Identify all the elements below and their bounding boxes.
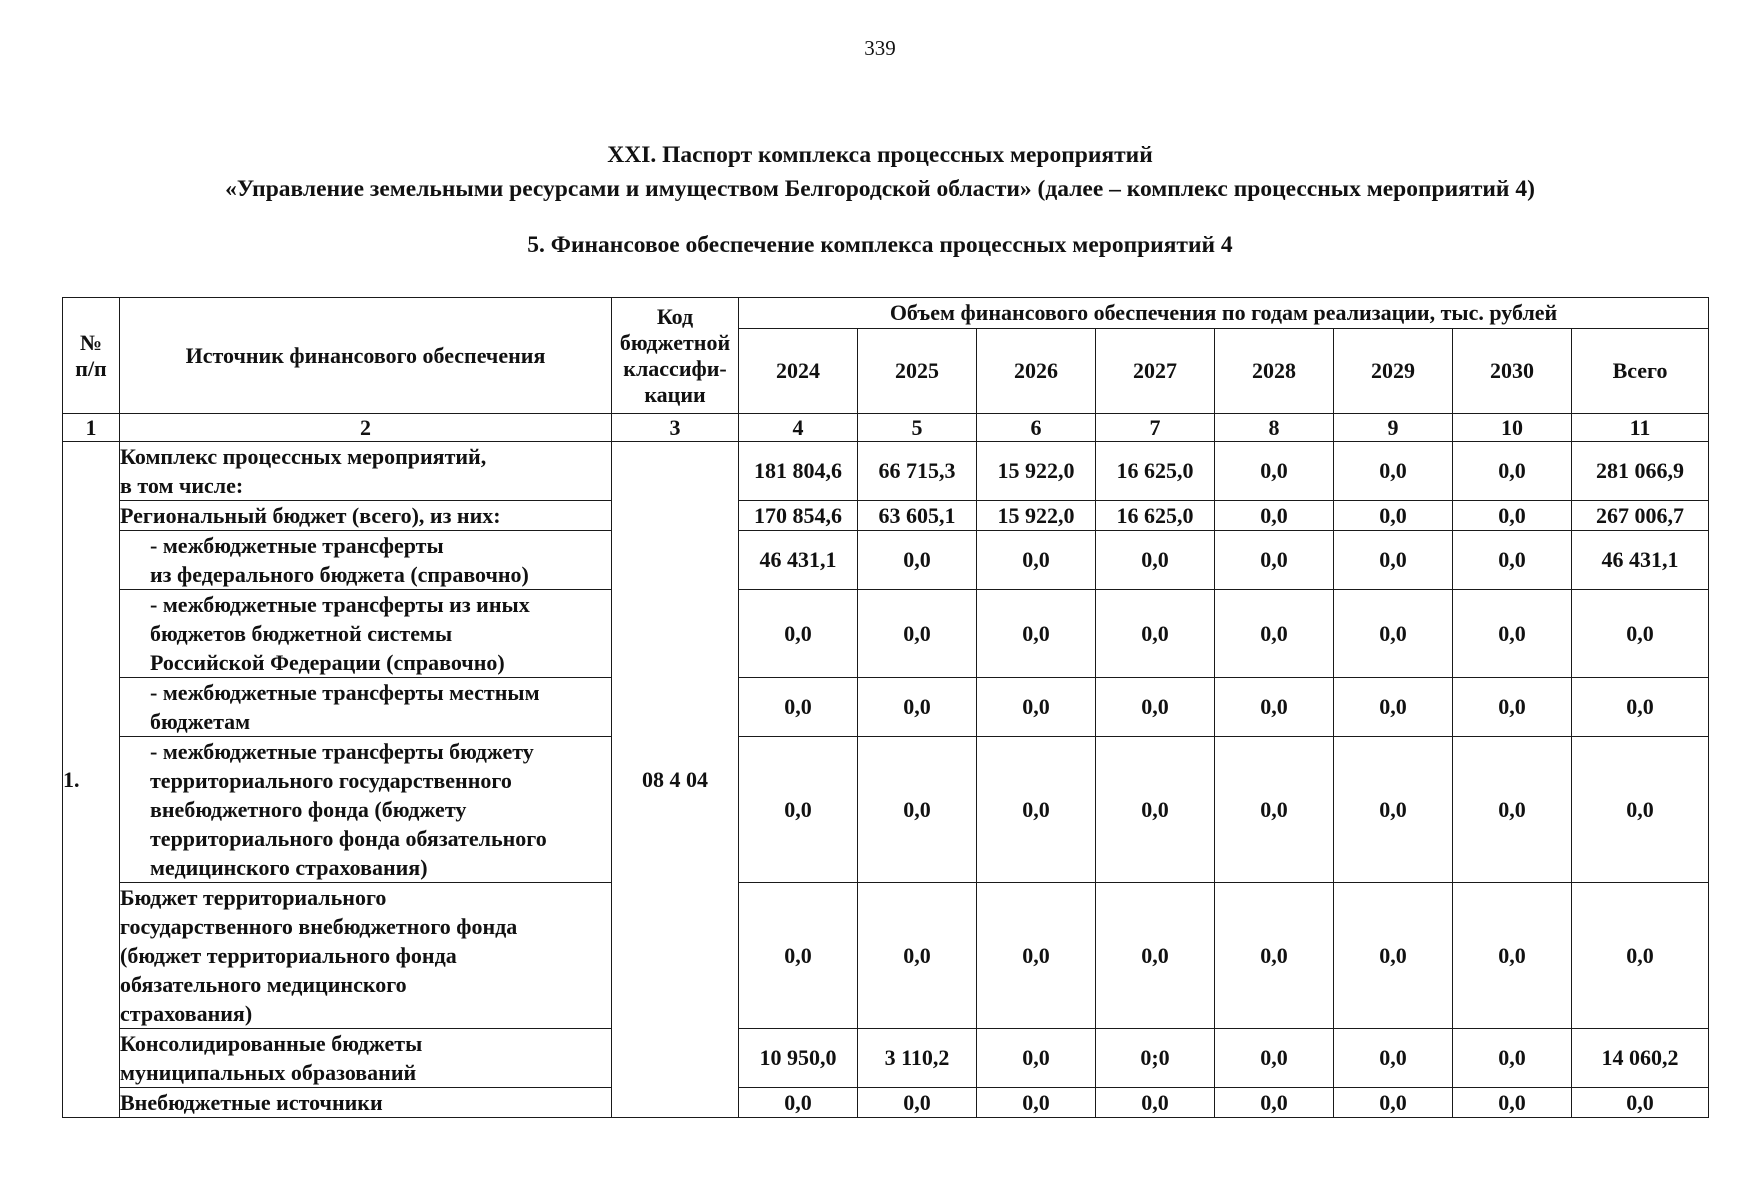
year-value-cell: 0,0 — [1453, 501, 1572, 531]
source-line: в том числе: — [120, 473, 244, 498]
year-value-cell: 0,0 — [977, 1029, 1096, 1088]
year-value-cell: 0,0 — [1215, 678, 1334, 737]
source-line: - межбюджетные трансферты — [150, 533, 444, 558]
year-value-cell: 63 605,1 — [858, 501, 977, 531]
year-value-cell: 0,0 — [977, 590, 1096, 678]
year-value-cell: 0,0 — [1453, 1088, 1572, 1118]
column-number: 4 — [739, 414, 858, 442]
year-value-cell: 0,0 — [1453, 678, 1572, 737]
year-value-cell: 0,0 — [1215, 531, 1334, 590]
year-value-cell: 0,0 — [858, 883, 977, 1029]
column-number: 7 — [1096, 414, 1215, 442]
year-value-cell: 0,0 — [1453, 590, 1572, 678]
total-value-cell: 0,0 — [1572, 737, 1709, 883]
year-value-cell: 0,0 — [1334, 501, 1453, 531]
header-no — [63, 298, 120, 414]
source-cell — [120, 501, 612, 531]
column-number-row — [63, 414, 1709, 442]
column-number: 9 — [1334, 414, 1453, 442]
source-line: (бюджет территориального фонда — [120, 943, 457, 968]
year-value-cell: 0,0 — [1215, 501, 1334, 531]
source-line: - межбюджетные трансферты бюджету — [150, 739, 534, 764]
source-line: Консолидированные бюджеты — [120, 1031, 423, 1056]
year-value-cell: 0,0 — [1334, 678, 1453, 737]
year-value-cell: 0,0 — [977, 531, 1096, 590]
year-value-cell: 0,0 — [1096, 678, 1215, 737]
header-code-line: Код — [656, 303, 694, 329]
table-row — [63, 883, 1709, 1029]
title-line-2: «Управление земельными ресурсами и имуществом Белгородской области» (далее – комплекс процессных мероприятий 4) — [225, 176, 1535, 202]
column-number: 8 — [1215, 414, 1334, 442]
table-row — [63, 1029, 1709, 1088]
header-row-main — [63, 298, 1709, 329]
year-value-cell: 0,0 — [1096, 737, 1215, 883]
year-value-cell: 46 431,1 — [739, 531, 858, 590]
financing-table — [62, 297, 1709, 1118]
year-value-cell: 0,0 — [1215, 442, 1334, 501]
header-volume: Объем финансового обеспечения по годам реализации, тыс. рублей — [739, 298, 1709, 329]
source-cell — [120, 590, 612, 678]
year-value-cell: 0,0 — [858, 590, 977, 678]
source-line: бюджетов бюджетной системы — [150, 621, 453, 646]
year-value-cell: 0,0 — [977, 1088, 1096, 1118]
header-code-line: бюджетной — [619, 329, 731, 355]
year-value-cell: 10 950,0 — [739, 1029, 858, 1088]
column-number: 2 — [120, 414, 612, 442]
column-number: 10 — [1453, 414, 1572, 442]
year-value-cell: 0,0 — [1215, 1029, 1334, 1088]
source-line: - межбюджетные трансферты из иных — [150, 592, 530, 617]
column-number: 3 — [612, 414, 739, 442]
header-year: 2028 — [1215, 329, 1334, 414]
total-value-cell: 281 066,9 — [1572, 442, 1709, 501]
total-value-cell: 0,0 — [1572, 1088, 1709, 1118]
total-value-cell: 267 006,7 — [1572, 501, 1709, 531]
year-value-cell: 0,0 — [1453, 531, 1572, 590]
year-value-cell: 3 110,2 — [858, 1029, 977, 1088]
header-code-line: классифи- — [623, 355, 727, 381]
year-value-cell: 0,0 — [858, 737, 977, 883]
year-value-cell: 0,0 — [1334, 1088, 1453, 1118]
source-line: Внебюджетные источники — [120, 1090, 383, 1115]
year-value-cell: 15 922,0 — [977, 442, 1096, 501]
source-cell — [120, 883, 612, 1029]
year-value-cell: 0,0 — [739, 590, 858, 678]
source-line: Комплекс процессных мероприятий, — [120, 444, 487, 469]
year-value-cell: 0,0 — [977, 737, 1096, 883]
page-number: 339 — [864, 36, 896, 60]
source-line: Российской Федерации (справочно) — [150, 650, 505, 675]
source-line: из федерального бюджета (справочно) — [150, 562, 529, 587]
year-value-cell: 0,0 — [739, 737, 858, 883]
table-row — [63, 1088, 1709, 1118]
year-value-cell: 170 854,6 — [739, 501, 858, 531]
header-code-line: кации — [644, 381, 706, 407]
header-year: 2030 — [1453, 329, 1572, 414]
year-value-cell: 0,0 — [858, 678, 977, 737]
year-value-cell: 15 922,0 — [977, 501, 1096, 531]
source-line: бюджетам — [150, 709, 251, 734]
table-row — [63, 678, 1709, 737]
year-value-cell: 0,0 — [1453, 883, 1572, 1029]
year-value-cell: 181 804,6 — [739, 442, 858, 501]
source-line: Бюджет территориального — [120, 885, 387, 910]
total-value-cell: 0,0 — [1572, 883, 1709, 1029]
source-cell — [120, 678, 612, 737]
year-value-cell: 16 625,0 — [1096, 442, 1215, 501]
table-row — [63, 442, 1709, 501]
header-year: 2027 — [1096, 329, 1215, 414]
source-line: территориального государственного — [150, 768, 512, 793]
source-line: страхования) — [120, 1001, 253, 1026]
header-year: 2025 — [858, 329, 977, 414]
year-value-cell: 0,0 — [1453, 1029, 1572, 1088]
source-cell — [120, 737, 612, 883]
header-no-line: п/п — [75, 355, 107, 381]
source-cell — [120, 1088, 612, 1118]
table-row — [63, 501, 1709, 531]
year-value-cell: 0,0 — [1334, 442, 1453, 501]
column-number: 5 — [858, 414, 977, 442]
header-code — [612, 298, 739, 414]
column-number: 11 — [1572, 414, 1709, 442]
year-value-cell: 0,0 — [1453, 442, 1572, 501]
source-line: государственного внебюджетного фонда — [120, 914, 518, 939]
header-no-line: № — [79, 329, 103, 355]
header-year: 2026 — [977, 329, 1096, 414]
year-value-cell: 0,0 — [977, 883, 1096, 1029]
year-value-cell: 0,0 — [1334, 883, 1453, 1029]
header-year: 2029 — [1334, 329, 1453, 414]
header-source: Источник финансового обеспечения — [120, 298, 612, 414]
year-value-cell: 0,0 — [858, 1088, 977, 1118]
source-cell — [120, 531, 612, 590]
document-title — [0, 138, 1760, 206]
table-row — [63, 737, 1709, 883]
title-line-1: XXI. Паспорт комплекса процессных мероприятий — [607, 142, 1153, 168]
header-year: 2024 — [739, 329, 858, 414]
year-value-cell: 66 715,3 — [858, 442, 977, 501]
year-value-cell: 0,0 — [1334, 737, 1453, 883]
year-value-cell: 0,0 — [1096, 1088, 1215, 1118]
year-value-cell: 0,0 — [1096, 531, 1215, 590]
row-number-cell: 1. — [63, 442, 120, 1118]
year-value-cell: 0,0 — [1334, 1029, 1453, 1088]
year-value-cell: 0,0 — [739, 883, 858, 1029]
source-line: Региональный бюджет (всего), из них: — [120, 503, 501, 528]
source-line: территориального фонда обязательного — [150, 826, 547, 851]
header-total: Всего — [1572, 329, 1709, 414]
total-value-cell: 14 060,2 — [1572, 1029, 1709, 1088]
year-value-cell: 0,0 — [739, 1088, 858, 1118]
total-value-cell: 0,0 — [1572, 678, 1709, 737]
year-value-cell: 16 625,0 — [1096, 501, 1215, 531]
table-row — [63, 590, 1709, 678]
total-value-cell: 46 431,1 — [1572, 531, 1709, 590]
year-value-cell: 0,0 — [1215, 1088, 1334, 1118]
year-value-cell: 0,0 — [1453, 737, 1572, 883]
source-line: медицинского страхования) — [150, 855, 428, 880]
source-line: муниципальных образований — [120, 1060, 417, 1085]
budget-code-cell: 08 4 04 — [612, 442, 739, 1118]
table-row — [63, 531, 1709, 590]
year-value-cell: 0,0 — [1334, 531, 1453, 590]
column-number: 1 — [63, 414, 120, 442]
source-cell — [120, 442, 612, 501]
year-value-cell: 0,0 — [1096, 590, 1215, 678]
year-value-cell: 0,0 — [1096, 883, 1215, 1029]
total-value-cell: 0,0 — [1572, 590, 1709, 678]
source-line: обязательного медицинского — [120, 972, 407, 997]
source-cell — [120, 1029, 612, 1088]
year-value-cell: 0,0 — [977, 678, 1096, 737]
column-number: 6 — [977, 414, 1096, 442]
year-value-cell: 0,0 — [1215, 883, 1334, 1029]
year-value-cell: 0,0 — [739, 678, 858, 737]
year-value-cell: 0,0 — [1334, 590, 1453, 678]
year-value-cell: 0;0 — [1096, 1029, 1215, 1088]
year-value-cell: 0,0 — [858, 531, 977, 590]
year-value-cell: 0,0 — [1215, 737, 1334, 883]
year-value-cell: 0,0 — [1215, 590, 1334, 678]
source-line: внебюджетного фонда (бюджету — [150, 797, 467, 822]
source-line: - межбюджетные трансферты местным — [150, 680, 540, 705]
section-subtitle: 5. Финансовое обеспечение комплекса процессных мероприятий 4 — [527, 232, 1233, 258]
